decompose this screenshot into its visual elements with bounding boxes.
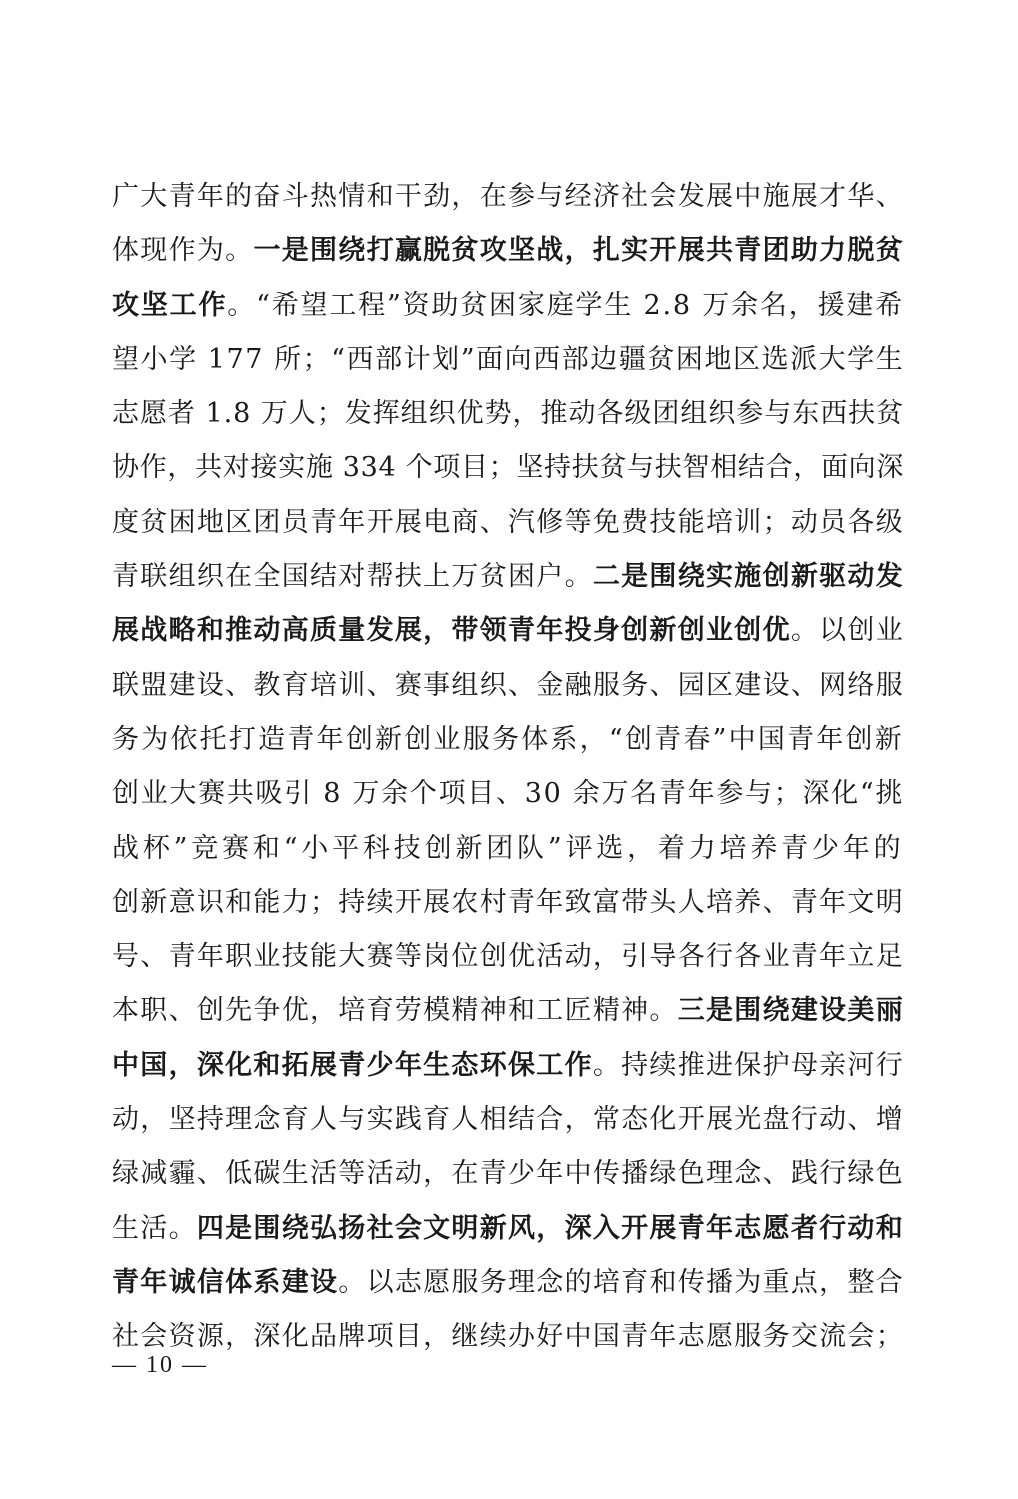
text-line [112,170,904,224]
body-paragraph [112,170,904,1365]
bold-text-segment: 攻坚工作 [112,289,228,321]
text-segment: 联盟建设、教育培训、赛事组织、金融服务、园区建设、网络服 [112,669,904,701]
bold-text-segment: 中国，深化和拓展青少年生态环保工作 [112,1049,593,1081]
page-number: — 10 — [112,1352,208,1378]
text-segment: 务为依托打造青年创新创业服务体系，“创青春”中国青年创新 [112,723,904,755]
bold-text-segment: 一是围绕打赢脱贫攻坚战，扎实开展共青团助力脱贫 [253,235,905,267]
text-segment: 绿减霾、低碳生活等活动，在青少年中传播绿色理念、践行绿色 [112,1158,904,1190]
bold-text-segment: 二是围绕实施创新驱动发 [592,561,905,593]
text-segment: 度贫困地区团员青年开展电商、汽修等免费技能培训；动员各级 [112,506,904,538]
text-line [112,441,904,495]
text-segment: 。持续推进保护母亲河行 [592,1049,905,1081]
text-segment: 动，坚持理念育人与实践育人相结合，常态化开展光盘行动、增 [112,1104,904,1136]
bold-text-segment: 展战略和推动高质量发展，带领青年投身创新创业创优 [112,615,791,647]
text-segment: 青联组织在全国结对帮扶上万贫困户。 [112,561,593,593]
text-line [112,496,904,550]
text-segment: 生活。 [112,1212,197,1244]
text-line [112,1039,904,1093]
text-line [112,876,904,930]
text-segment: 。以创业 [790,615,905,647]
text-segment: 望小学 177 所；“西部计划”面向西部边疆贫困地区选派大学生 [112,343,905,375]
bold-text-segment: 青年诚信体系建设 [112,1266,339,1298]
text-segment: 体现作为。 [112,235,254,267]
text-segment: 。“希望工程”资助贫困家庭学生 2.8 万余名，援建希 [227,289,905,321]
text-line [112,984,904,1038]
text-line [112,930,904,984]
text-line [112,1310,904,1364]
text-line [112,767,904,821]
text-segment: 创业大赛共吸引 8 万余个项目、30 余万名青年参与；深化“挑 [112,778,905,810]
text-segment: 。以志愿服务理念的培育和传播为重点，整合 [338,1266,905,1298]
text-segment: 创新意识和能力；持续开展农村青年致富带头人培养、青年文明 [112,886,904,918]
bold-text-segment: 四是围绕弘扬社会文明新风，深入开展青年志愿者行动和 [196,1212,905,1244]
text-line [112,387,904,441]
text-line [112,279,904,333]
text-line [112,604,904,658]
text-line [112,1202,904,1256]
text-segment: 广大青年的奋斗热情和干劲，在参与经济社会发展中施展才华、 [112,181,904,212]
text-line [112,822,904,876]
text-segment: 协作，共对接实施 334 个项目；坚持扶贫与扶智相结合，面向深 [112,452,904,484]
text-line [112,1256,904,1310]
text-segment: 本职、创先争优，培育劳模精神和工匠精神。 [112,995,678,1027]
text-segment: 战杯”竞赛和“小平科技创新团队”评选，着力培养青少年的 [112,832,905,864]
text-line [112,224,904,278]
text-line [112,713,904,767]
text-line [112,550,904,604]
text-line [112,333,904,387]
text-line [112,1093,904,1147]
text-segment: 志愿者 1.8 万人；发挥组织优势，推动各级团组织参与东西扶贫 [112,398,905,430]
bold-text-segment: 三是围绕建设美丽 [677,995,905,1027]
text-segment: 社会资源，深化品牌项目，继续办好中国青年志愿服务交流会； [112,1321,904,1353]
text-segment: 号、青年职业技能大赛等岗位创优活动，引导各行各业青年立足 [112,941,904,973]
text-line [112,1147,904,1201]
text-line [112,659,904,713]
